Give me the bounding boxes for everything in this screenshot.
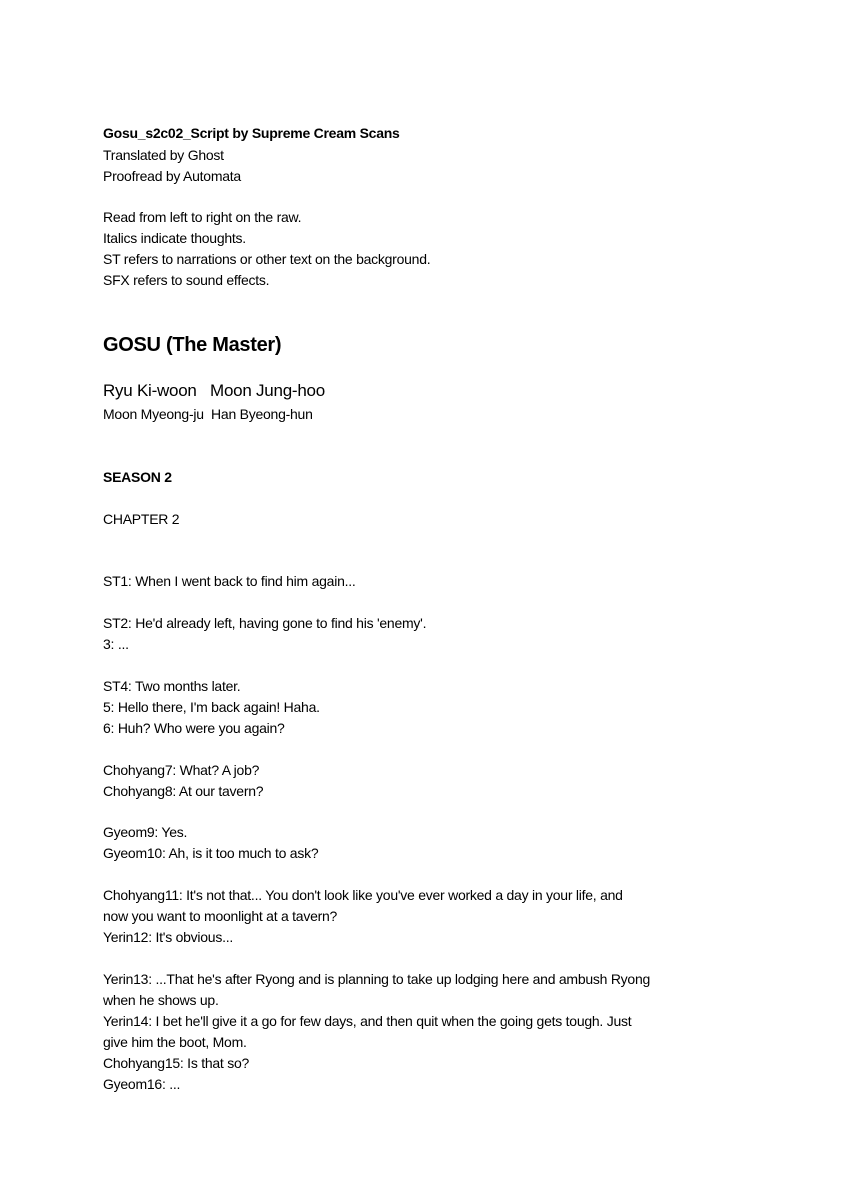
script-line: ST2: He'd already left, having gone to find his 'enemy'.	[103, 615, 427, 631]
note-line: ST refers to narrations or other text on the background.	[103, 251, 431, 267]
document-title: Gosu_s2c02_Script by Supreme Cream Scans	[103, 125, 400, 141]
season-heading: SEASON 2	[103, 469, 172, 485]
script-line: ST1: When I went back to find him again...	[103, 573, 356, 589]
script-line: now you want to moonlight at a tavern?	[103, 908, 338, 924]
script-line: Yerin13: ...That he's after Ryong and is planning to take up lodging here and ambush Ryong	[103, 971, 651, 987]
script-line: Gyeom9: Yes.	[103, 824, 188, 840]
chapter-heading: CHAPTER 2	[103, 511, 180, 527]
script-line: 6: Huh? Who were you again?	[103, 720, 285, 736]
work-title: GOSU (The Master)	[103, 334, 282, 356]
script-line: when he shows up.	[103, 992, 219, 1008]
proofreader-credit: Proofread by Automata	[103, 168, 241, 184]
script-line: ST4: Two months later.	[103, 678, 241, 694]
note-line: Read from left to right on the raw.	[103, 209, 302, 225]
translator-credit: Translated by Ghost	[103, 147, 224, 163]
script-line: 5: Hello there, I'm back again! Haha.	[103, 699, 320, 715]
script-line: Chohyang8: At our tavern?	[103, 783, 264, 799]
script-line: Yerin14: I bet he'll give it a go for few days, and then quit when the going gets tough. Just	[103, 1013, 632, 1029]
script-line: Gyeom16: ...	[103, 1076, 181, 1092]
note-line: Italics indicate thoughts.	[103, 230, 246, 246]
script-line: Chohyang11: It's not that... You don't look like you've ever worked a day in your life, and	[103, 887, 623, 903]
script-line: give him the boot, Mom.	[103, 1034, 247, 1050]
note-line: SFX refers to sound effects.	[103, 272, 270, 288]
script-line: Chohyang15: Is that so?	[103, 1055, 250, 1071]
authors-secondary: Moon Myeong-ju Han Byeong-hun	[103, 406, 313, 422]
script-line: Gyeom10: Ah, is it too much to ask?	[103, 845, 319, 861]
script-line: Yerin12: It's obvious...	[103, 929, 234, 945]
script-line: 3: ...	[103, 636, 129, 652]
script-line: Chohyang7: What? A job?	[103, 762, 260, 778]
authors-primary: Ryu Ki-woon Moon Jung-hoo	[103, 381, 325, 400]
